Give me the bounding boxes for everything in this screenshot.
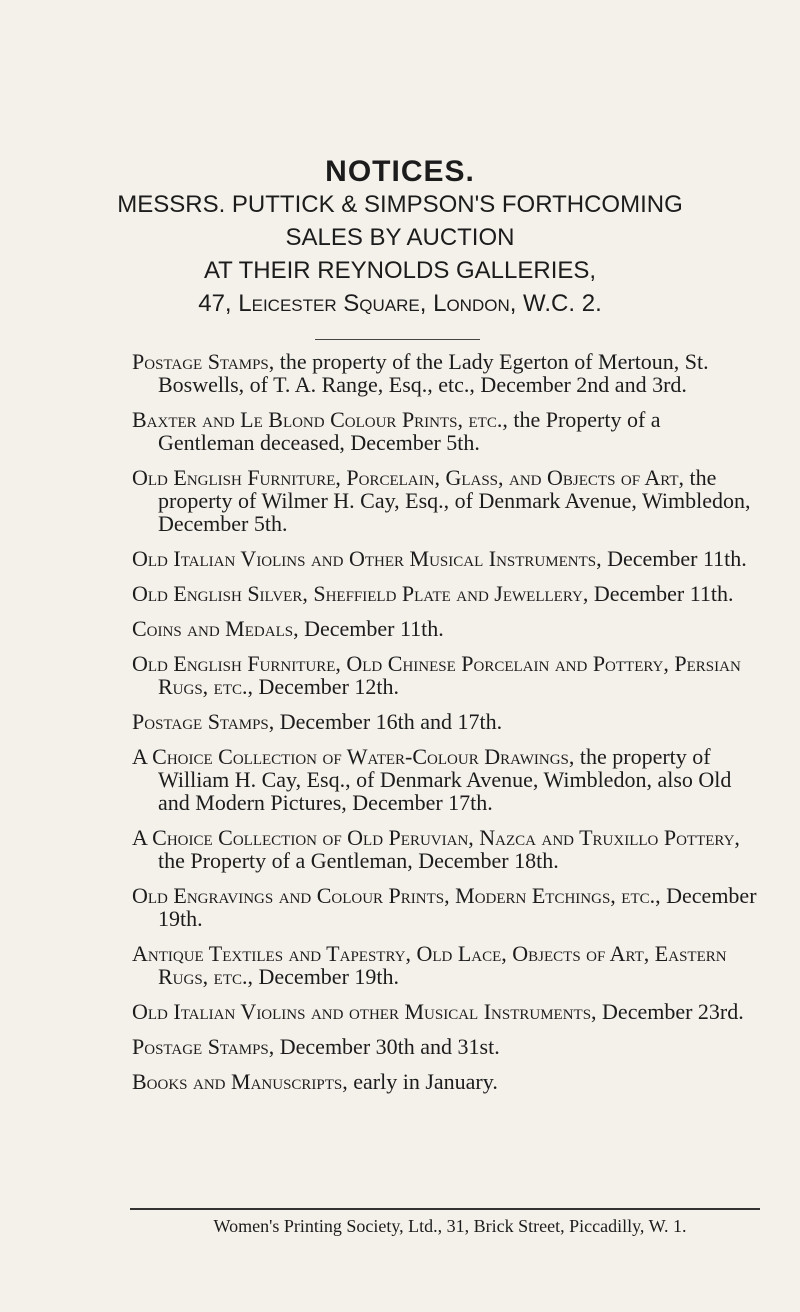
sale-item — [132, 1035, 762, 1058]
sale-subject: Old Italian Violins and other Musical Instruments, — [132, 999, 597, 1024]
sale-item — [132, 1070, 762, 1093]
sale-details: December 23rd. — [596, 999, 744, 1024]
sale-subject: Old English Furniture, Old Chinese Porcelain and Pottery, Persian Rugs, etc., — [132, 651, 741, 699]
sale-subject: Baxter and Le Blond Colour Prints, etc., — [132, 407, 508, 432]
sale-subject: Postage Stamps, — [132, 709, 275, 734]
sale-item — [132, 652, 762, 698]
sale-details: December 30th and 31st. — [274, 1034, 500, 1059]
sale-item — [132, 408, 762, 454]
sale-details: the Property of a Gentleman deceased, December 5th. — [158, 407, 661, 455]
sale-subject: A Choice Collection of Water-Colour Drawings, — [132, 744, 575, 769]
sale-subject: Old English Furniture, Porcelain, Glass, and Objects of Art, — [132, 465, 685, 490]
header-line-1: MESSRS. PUTTICK & SIMPSON'S FORTHCOMING — [117, 191, 683, 218]
sale-item — [132, 745, 762, 814]
sale-subject: A Choice Collection of Old Peruvian, Nazca and Truxillo Pottery, — [132, 825, 740, 850]
sale-details: December 16th and 17th. — [274, 709, 503, 734]
sale-item — [132, 826, 762, 872]
sale-item — [132, 1000, 762, 1023]
sale-subject: Books and Manuscripts, — [132, 1069, 348, 1094]
sale-subject: Old English Silver, Sheffield Plate and Jewellery, — [132, 581, 589, 606]
footer-divider — [130, 1208, 760, 1210]
auction-header — [40, 188, 760, 320]
sale-subject: Old Italian Violins and Other Musical Instruments, — [132, 546, 602, 571]
sale-details: the property of William H. Cay, Esq., of Denmark Avenue, Wimbledon, also Old and Modern Pictures, December 17th. — [158, 744, 732, 815]
header-line-2: SALES BY AUCTION — [285, 224, 515, 251]
sale-details: December 11th. — [601, 546, 747, 571]
sale-details: the Property of a Gentleman, December 18th. — [158, 848, 559, 873]
sale-item — [132, 350, 762, 396]
page-title: NOTICES. — [325, 155, 475, 188]
sales-list — [132, 350, 762, 1105]
sale-subject: Coins and Medals, — [132, 616, 299, 641]
sale-details: December 12th. — [253, 674, 400, 699]
sale-details: December 19th. — [253, 964, 400, 989]
sale-item — [132, 466, 762, 535]
sale-details: the property of the Lady Egerton of Mertoun, St. Boswells, of T. A. Range, Esq., etc., December 2nd and 3rd. — [158, 349, 709, 397]
sale-item — [132, 547, 762, 570]
sale-details: December 11th. — [588, 581, 734, 606]
sale-details: December 19th. — [158, 883, 757, 931]
sale-subject: Postage Stamps, — [132, 1034, 275, 1059]
sale-item — [132, 582, 762, 605]
header-divider — [315, 339, 480, 340]
sale-details: early in January. — [347, 1069, 498, 1094]
header-line-3: AT THEIR REYNOLDS GALLERIES, — [203, 257, 597, 284]
sale-item — [132, 942, 762, 988]
sale-details: December 11th. — [298, 616, 444, 641]
sale-subject: Antique Textiles and Tapestry, Old Lace, Objects of Art, Eastern Rugs, etc., — [132, 941, 727, 989]
sale-subject: Postage Stamps, — [132, 349, 275, 374]
sale-item — [132, 617, 762, 640]
sale-item — [132, 884, 762, 930]
sale-item — [132, 710, 762, 733]
sale-details: the property of Wilmer H. Cay, Esq., of Denmark Avenue, Wimbledon, December 5th. — [158, 465, 751, 536]
sale-subject: Old Engravings and Colour Prints, Modern Etchings, etc., — [132, 883, 661, 908]
printer-imprint: Women's Printing Society, Ltd., 31, Brick Street, Piccadilly, W. 1. — [213, 1216, 687, 1236]
header-address: 47, Leicester Square, London, W.C. 2. — [198, 290, 602, 317]
